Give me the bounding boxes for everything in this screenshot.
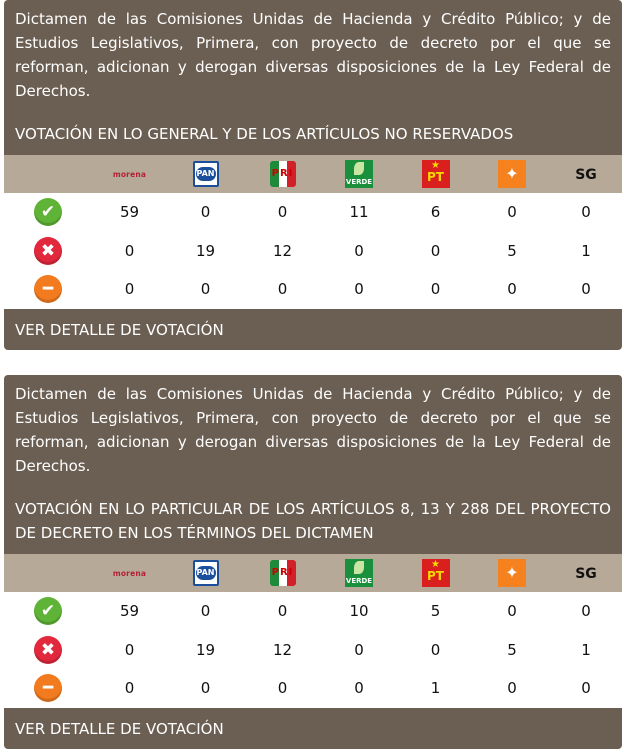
- vote-count: 19: [195, 241, 216, 260]
- vote-count: 0: [430, 640, 441, 659]
- pri-logo-text: PRI: [271, 168, 294, 179]
- pt-logo-text: PT: [427, 170, 444, 184]
- party-morena: [92, 155, 167, 193]
- vote-count: 0: [581, 203, 591, 222]
- verde-logo: [345, 559, 373, 587]
- party-pri: [244, 554, 321, 592]
- vote-count: 0: [581, 679, 591, 698]
- party-mc: [474, 155, 550, 193]
- vote-count: 0: [277, 679, 288, 698]
- vote-count: 5: [507, 241, 517, 260]
- vote-count: 0: [124, 280, 135, 299]
- verde-logo: [345, 160, 373, 188]
- favor-cell: [4, 592, 92, 631]
- vote-count: 5: [430, 602, 441, 621]
- pan-logo: [193, 560, 219, 586]
- dictamen-description: Dictamen de las Comisiones Unidas de Hacienda y Crédito Público; y de Estudios Legislativos, Primera, con proyecto de decreto por el que se reforman, adicionan y derogan diversas disposiciones de la Ley Federal de Derechos.: [15, 10, 611, 100]
- vote-count: 1: [430, 679, 441, 698]
- pt-logo: ★ PT: [422, 559, 450, 587]
- vote-title: VOTACIÓN EN LO PARTICULAR DE LOS ARTÍCULOS 8, 13 Y 288 DEL PROYECTO DE DECRETO EN LOS TÉRMINOS DEL DICTAMEN: [15, 500, 611, 542]
- vote-count: 0: [277, 203, 288, 222]
- pan-logo-text: PAN: [196, 167, 216, 181]
- vote-count: 0: [507, 679, 517, 698]
- header-blank: [4, 155, 92, 193]
- vote-count: 1: [581, 640, 591, 659]
- contra-cell: [4, 631, 92, 670]
- dictamen-description: Dictamen de las Comisiones Unidas de Hacienda y Crédito Público; y de Estudios Legislativos, Primera, con proyecto de decreto por el que se reforman, adicionan y derogan diversas disposiciones de la Ley Federal de Derechos.: [15, 385, 611, 475]
- party-verde: [321, 554, 397, 592]
- party-pan: [167, 554, 244, 592]
- vote-count: 10: [349, 602, 369, 621]
- favor-cell: [4, 193, 92, 232]
- party-pt: [397, 554, 474, 592]
- contra-cell: [4, 232, 92, 271]
- x-icon: ✖: [34, 237, 62, 265]
- vote-count: 0: [124, 679, 135, 698]
- party-mc: [474, 554, 550, 592]
- vote-count: 0: [507, 280, 517, 299]
- vote-count: 0: [354, 640, 364, 659]
- ver-detalle-link[interactable]: VER DETALLE DE VOTACIÓN: [15, 320, 224, 339]
- vote-count: 1: [581, 241, 591, 260]
- pri-logo: [270, 560, 296, 586]
- vote-row-contra: [4, 232, 622, 271]
- vote-count: 0: [200, 602, 211, 621]
- sg-label: SG: [575, 565, 597, 582]
- abstencion-cell: [4, 669, 92, 708]
- party-morena: [92, 554, 167, 592]
- check-icon: ✔: [34, 198, 62, 226]
- abstencion-cell: [4, 270, 92, 309]
- vote-count: 0: [430, 280, 441, 299]
- vote-count: 6: [430, 203, 441, 222]
- pri-logo-text: PRI: [271, 567, 294, 578]
- party-header-row: [4, 155, 622, 193]
- vote-count: 0: [277, 280, 288, 299]
- vote-card-general: [4, 0, 622, 350]
- vote-count: 0: [277, 602, 288, 621]
- party-header-row: [4, 554, 622, 592]
- party-pan: [167, 155, 244, 193]
- vote-count: 0: [200, 280, 211, 299]
- minus-icon: ━: [34, 275, 62, 303]
- pan-logo: [193, 161, 219, 187]
- vote-count: 0: [200, 203, 211, 222]
- morena-logo: morena: [112, 170, 147, 179]
- vote-count: 0: [507, 203, 517, 222]
- check-icon: ✔: [34, 597, 62, 625]
- pri-logo: [270, 161, 296, 187]
- vote-count: 0: [354, 280, 364, 299]
- party-verde: [321, 155, 397, 193]
- party-pt: [397, 155, 474, 193]
- vote-count: 59: [119, 203, 140, 222]
- party-sg: [550, 155, 622, 193]
- party-pri: [244, 155, 321, 193]
- pan-logo-text: PAN: [196, 566, 216, 580]
- vote-row-favor: [4, 193, 622, 232]
- vote-count: 0: [581, 602, 591, 621]
- vote-title: VOTACIÓN EN LO GENERAL Y DE LOS ARTÍCULOS NO RESERVADOS: [15, 125, 514, 143]
- vote-count: 11: [349, 203, 369, 222]
- verde-logo-text: VERDE: [345, 577, 373, 585]
- pt-logo: ★ PT: [422, 160, 450, 188]
- vote-count: 19: [195, 640, 216, 659]
- vote-count: 0: [354, 679, 364, 698]
- vote-count: 0: [124, 640, 135, 659]
- movimiento-ciudadano-logo: ✦: [498, 160, 526, 188]
- vote-row-abstencion: [4, 270, 622, 309]
- party-sg: [550, 554, 622, 592]
- vote-count: 12: [272, 241, 293, 260]
- vote-row-abstencion: [4, 669, 622, 708]
- x-icon: ✖: [34, 636, 62, 664]
- minus-icon: ━: [34, 674, 62, 702]
- vote-count: 12: [272, 640, 293, 659]
- vote-count: 0: [507, 602, 517, 621]
- morena-logo: morena: [112, 569, 147, 578]
- vote-count: 59: [119, 602, 140, 621]
- sg-label: SG: [575, 166, 597, 183]
- verde-logo-text: VERDE: [345, 178, 373, 186]
- header-blank: [4, 554, 92, 592]
- vote-count: 0: [124, 241, 135, 260]
- vote-count: 0: [200, 679, 211, 698]
- vote-count: 0: [354, 241, 364, 260]
- movimiento-ciudadano-logo: ✦: [498, 559, 526, 587]
- vote-row-favor: [4, 592, 622, 631]
- vote-row-contra: [4, 631, 622, 670]
- vote-table: [4, 554, 622, 708]
- vote-table: [4, 155, 622, 309]
- ver-detalle-link[interactable]: VER DETALLE DE VOTACIÓN: [15, 719, 224, 738]
- pt-logo-text: PT: [427, 569, 444, 583]
- vote-count: 0: [581, 280, 591, 299]
- vote-card-particular: [4, 375, 622, 749]
- vote-count: 5: [507, 640, 517, 659]
- vote-count: 0: [430, 241, 441, 260]
